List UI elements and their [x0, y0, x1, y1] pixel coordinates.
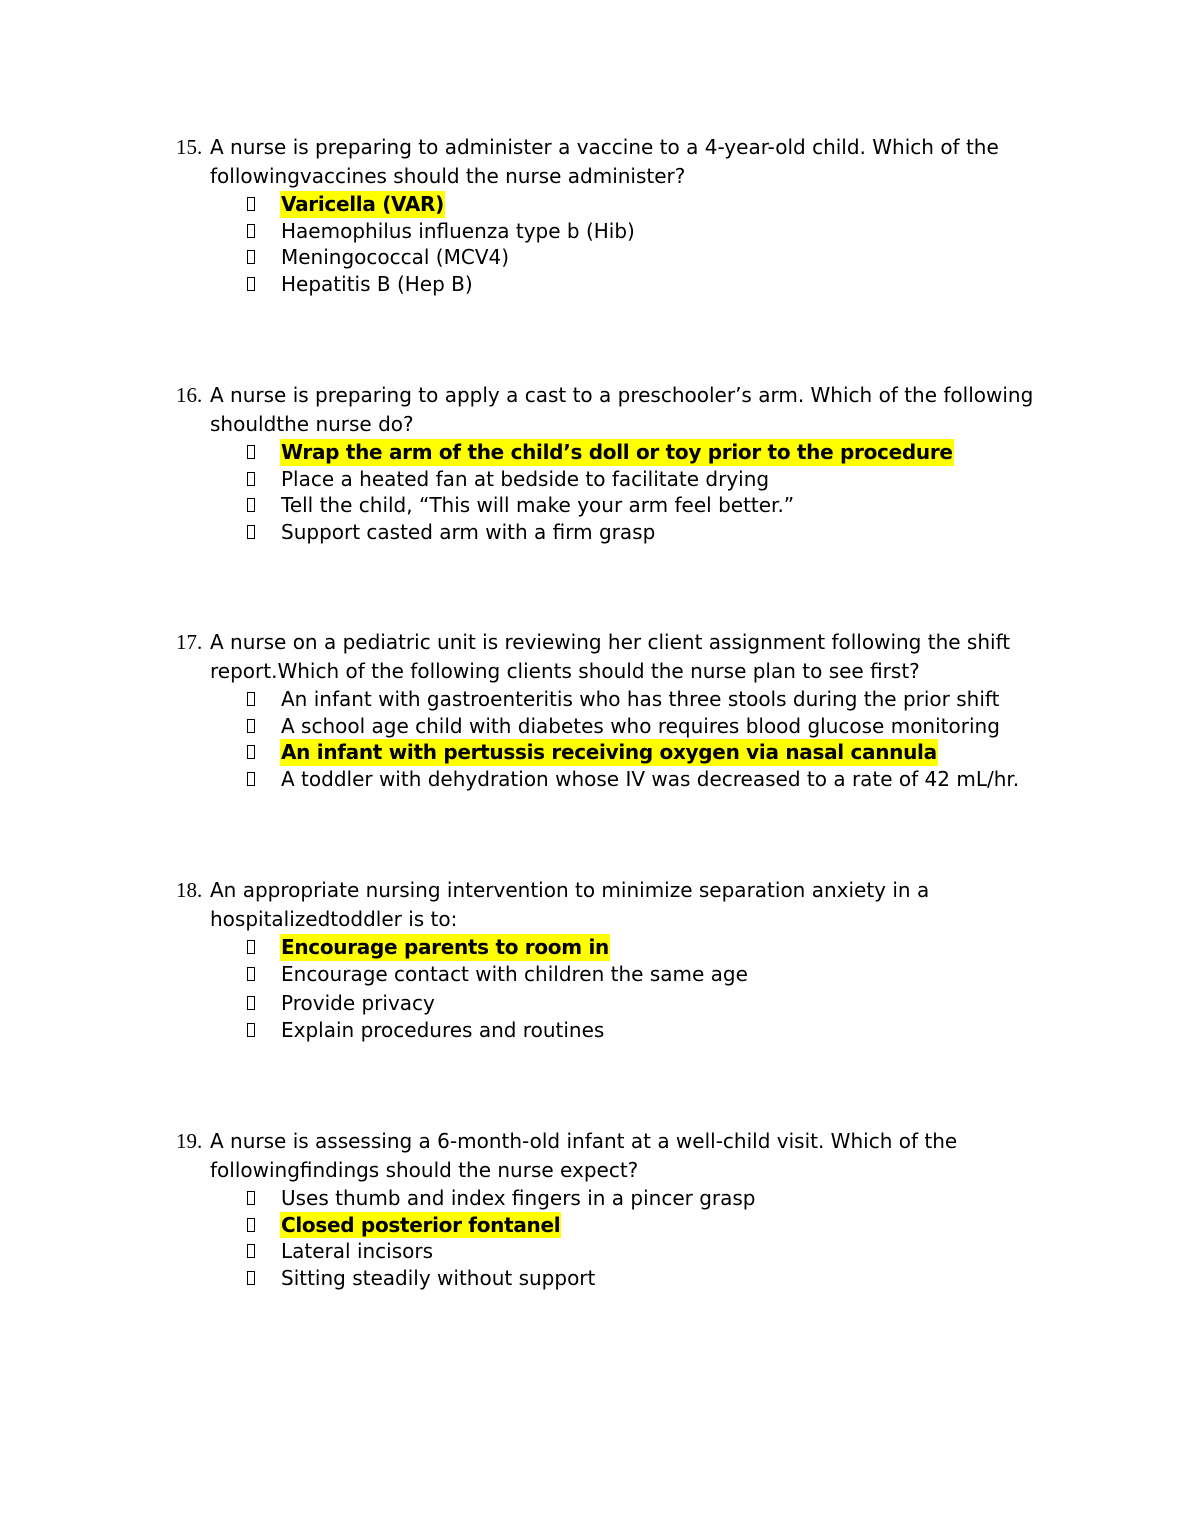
question-stem-line-2: [172, 410, 1052, 439]
question-15: [172, 133, 1052, 297]
checkbox-icon[interactable]: [247, 772, 255, 786]
answer-option[interactable]: [172, 934, 1052, 961]
question-number: 15.: [176, 135, 203, 159]
answer-option-text: Lateral incisors: [281, 1239, 434, 1264]
question-stem-line-2: [172, 162, 1052, 191]
answer-option-text: Haemophilus influenza type b (Hib): [281, 218, 635, 243]
answer-option-text: Place a heated fan at bedside to facilitate drying: [281, 466, 770, 491]
answer-option[interactable]: [172, 1017, 1052, 1044]
question-text-continued: followingfindings should the nurse expect?: [210, 1158, 639, 1182]
question-stem-line-1: [172, 876, 1052, 905]
checkbox-icon[interactable]: [247, 719, 255, 733]
answer-option-text: Support casted arm with a firm grasp: [281, 519, 656, 544]
question-number: 18.: [176, 878, 203, 902]
question-text: A nurse is preparing to administer a vaccine to a 4-year-old child. Which of the: [210, 135, 999, 159]
checkbox-icon[interactable]: [247, 525, 255, 539]
answer-option[interactable]: [172, 466, 1052, 493]
checkbox-icon[interactable]: [247, 1218, 255, 1232]
checkbox-icon[interactable]: [247, 472, 255, 486]
answer-options: [172, 1185, 1052, 1291]
answer-option-text: An infant with gastroenteritis who has three stools during the prior shift: [281, 687, 1000, 711]
answer-option-text: Hepatitis B (Hep B): [281, 271, 473, 296]
checkbox-icon[interactable]: [247, 1271, 255, 1285]
question-number: 19.: [176, 1129, 203, 1153]
answer-option[interactable]: [172, 766, 1052, 793]
question-stem-line-1: [172, 133, 1052, 162]
answer-option-text: Tell the child, “This will make your arm feel better.”: [281, 493, 795, 518]
question-number: 17.: [176, 630, 203, 654]
answer-option-text: A school age child with diabetes who requires blood glucose monitoring: [281, 713, 1000, 738]
question-text-continued: hospitalizedtoddler is to:: [210, 907, 458, 931]
checkbox-icon[interactable]: [247, 277, 255, 291]
question-text: An appropriate nursing intervention to minimize separation anxiety in a: [210, 878, 930, 902]
answer-option-text-highlighted: Closed posterior fontanel: [281, 1212, 561, 1237]
answer-option-text: Explain procedures and routines: [281, 1017, 605, 1042]
answer-options: [172, 439, 1052, 545]
answer-option[interactable]: [172, 1212, 1052, 1239]
question-text-continued: followingvaccines should the nurse administer?: [210, 164, 686, 188]
answer-option[interactable]: [172, 1265, 1052, 1292]
answer-options: [172, 686, 1052, 792]
answer-option[interactable]: [172, 218, 1052, 245]
answer-option[interactable]: [172, 244, 1052, 271]
checkbox-icon[interactable]: [247, 445, 255, 459]
answer-option[interactable]: [172, 1185, 1052, 1212]
answer-option-text: Encourage contact with children the same age: [281, 961, 748, 986]
checkbox-icon[interactable]: [247, 250, 255, 264]
checkbox-icon[interactable]: [247, 1191, 255, 1205]
checkbox-icon[interactable]: [247, 197, 255, 211]
answer-options: [172, 191, 1052, 297]
answer-option[interactable]: [172, 713, 1052, 740]
checkbox-icon[interactable]: [247, 967, 255, 981]
answer-option[interactable]: [172, 439, 1052, 466]
answer-option[interactable]: [172, 990, 1052, 1017]
answer-option[interactable]: [172, 271, 1052, 298]
question-stem-line-1: [172, 1127, 1052, 1156]
question-text: A nurse is preparing to apply a cast to a preschooler’s arm. Which of the following: [210, 383, 1034, 407]
answer-option[interactable]: [172, 1238, 1052, 1265]
answer-option-text: Sitting steadily without support: [281, 1265, 596, 1290]
question-stem-line-2: [172, 657, 1052, 686]
question-stem-line-2: [172, 1156, 1052, 1185]
checkbox-icon[interactable]: [247, 224, 255, 238]
checkbox-icon[interactable]: [247, 692, 255, 706]
question-number: 16.: [176, 383, 203, 407]
question-text: A nurse is assessing a 6-month-old infant at a well-child visit. Which of the: [210, 1129, 958, 1153]
answer-option[interactable]: [172, 961, 1052, 988]
answer-option-text-highlighted: Encourage parents to room in: [281, 935, 609, 959]
checkbox-icon[interactable]: [247, 1023, 255, 1037]
question-text: A nurse on a pediatric unit is reviewing her client assignment following the shift: [210, 630, 1011, 654]
checkbox-icon[interactable]: [247, 745, 255, 759]
question-text-continued: report.Which of the following clients should the nurse plan to see first?: [210, 659, 920, 683]
answer-option[interactable]: [172, 492, 1052, 519]
answer-option[interactable]: [172, 686, 1052, 713]
answer-option-text: A toddler with dehydration whose IV was decreased to a rate of 42 mL/hr.: [281, 766, 1020, 791]
checkbox-icon[interactable]: [247, 498, 255, 512]
question-stem-line-1: [172, 628, 1052, 657]
question-text-continued: shouldthe nurse do?: [210, 412, 414, 436]
answer-options: [172, 934, 1052, 1043]
question-16: [172, 381, 1052, 545]
question-19: [172, 1127, 1052, 1291]
checkbox-icon[interactable]: [247, 1244, 255, 1258]
question-stem-line-1: [172, 381, 1052, 410]
question-stem-line-2: [172, 905, 1052, 934]
checkbox-icon[interactable]: [247, 996, 255, 1010]
answer-option[interactable]: [172, 739, 1052, 766]
answer-option-text-highlighted: Varicella (VAR): [281, 192, 444, 216]
answer-option-text-highlighted: Wrap the arm of the child’s doll or toy prior to the procedure: [281, 440, 953, 464]
answer-option-text-highlighted: An infant with pertussis receiving oxygen via nasal cannula: [281, 740, 937, 765]
answer-option[interactable]: [172, 191, 1052, 218]
answer-option-text: Provide privacy: [281, 991, 435, 1016]
answer-option-text: Uses thumb and index fingers in a pincer grasp: [281, 1186, 756, 1210]
question-18: [172, 876, 1052, 1043]
answer-option-text: Meningococcal (MCV4): [281, 245, 510, 270]
checkbox-icon[interactable]: [247, 940, 255, 954]
answer-option[interactable]: [172, 519, 1052, 546]
question-17: [172, 628, 1052, 792]
